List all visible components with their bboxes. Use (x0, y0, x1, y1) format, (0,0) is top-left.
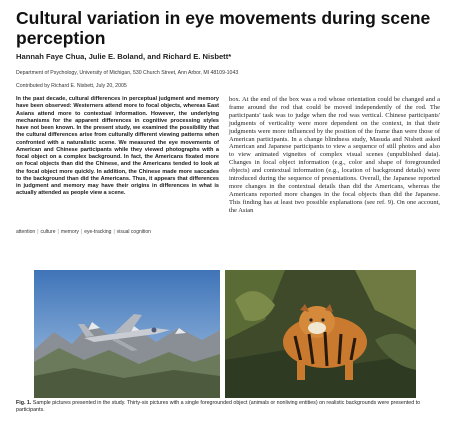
figure-image-tiger (225, 270, 416, 398)
keyword-separator: | (57, 229, 59, 235)
keyword: visual cognition (116, 229, 151, 235)
keyword-separator: | (113, 229, 115, 235)
keyword-list (16, 229, 151, 235)
body-text: box. At the end of the box was a rod whose orientation could be changed and a frame around the rod that could be moved independently of the rod. The participants' task was to judge when the rod was vertical. Chinese participants' judgments of verticality were more dependent on the context, in that their judgments were more influenced by the position of the frame than were those of American participants. In a change blindness study, Masuda and Nisbett asked American and Japanese participants to view a sequence of still photos and also to view animated vignettes of complex visual scenes (unpublished data). Changes in focal object information (e.g., color and shape of foregrounded objects) and contextual information (e.g., location of background details) were introduced during the sequence of presentations. Overall, the Japanese reported more changes in the contextual details than did the Americans, whereas the Americans reported more changes in the focal objects than did the Japanese. This finding has at least two possible explanations (see ref. 9). On one account, the Asian (229, 96, 440, 214)
jet-over-mountains-image (34, 270, 220, 398)
paper-title: Cultural variation in eye movements during scene perception (16, 8, 431, 48)
keyword-separator: | (37, 229, 39, 235)
author-list: Hannah Faye Chua, Julie E. Boland, and Richard E. Nisbett* (16, 52, 232, 61)
figure-label: Fig. 1. (16, 400, 32, 406)
keyword: culture (40, 229, 56, 235)
keyword: eye-tracking (84, 229, 112, 235)
keyword: attention (16, 229, 36, 235)
figure-caption-text: Sample pictures presented in the study. Thirty-six pictures with a single foregrounded object (animals or nonliving entities) on realistic backgrounds were presented to participants. (16, 400, 421, 413)
keyword: memory (60, 229, 79, 235)
affiliation: Department of Psychology, University of Michigan, 530 Church Street, Ann Arbor, MI 48109-1043 (16, 70, 239, 76)
tiger-in-jungle-image (225, 270, 416, 398)
contributed-note: Contributed by Richard E. Nisbett, July 20, 2005 (16, 83, 127, 89)
keyword-separator: | (80, 229, 83, 235)
figure-image-jet (34, 270, 220, 398)
abstract: In the past decade, cultural differences in perceptual judgment and memory have been observed: Westerners attend more to focal objects, whereas East Asians attend more to contextual information. However, the underlying mechanisms for the apparent differences in cognitive processing styles have not been known. In the present study, we examined the possibility that the cultural differences arise from culturally different viewing patterns when confronted with a naturalistic scene. We measured the eye movements of American and Chinese participants while they viewed photographs with a focal object on a complex background. In fact, the Americans fixated more on focal objects than did the Chinese, and the Americans tended to look at the focal object more quickly. In addition, the Chinese made more saccades to the background than did the Americans. Thus, it appears that differences in judgment and memory may have their origins in differences in what is actually attended as people view a scene. (16, 96, 219, 197)
figure-caption (16, 400, 440, 414)
